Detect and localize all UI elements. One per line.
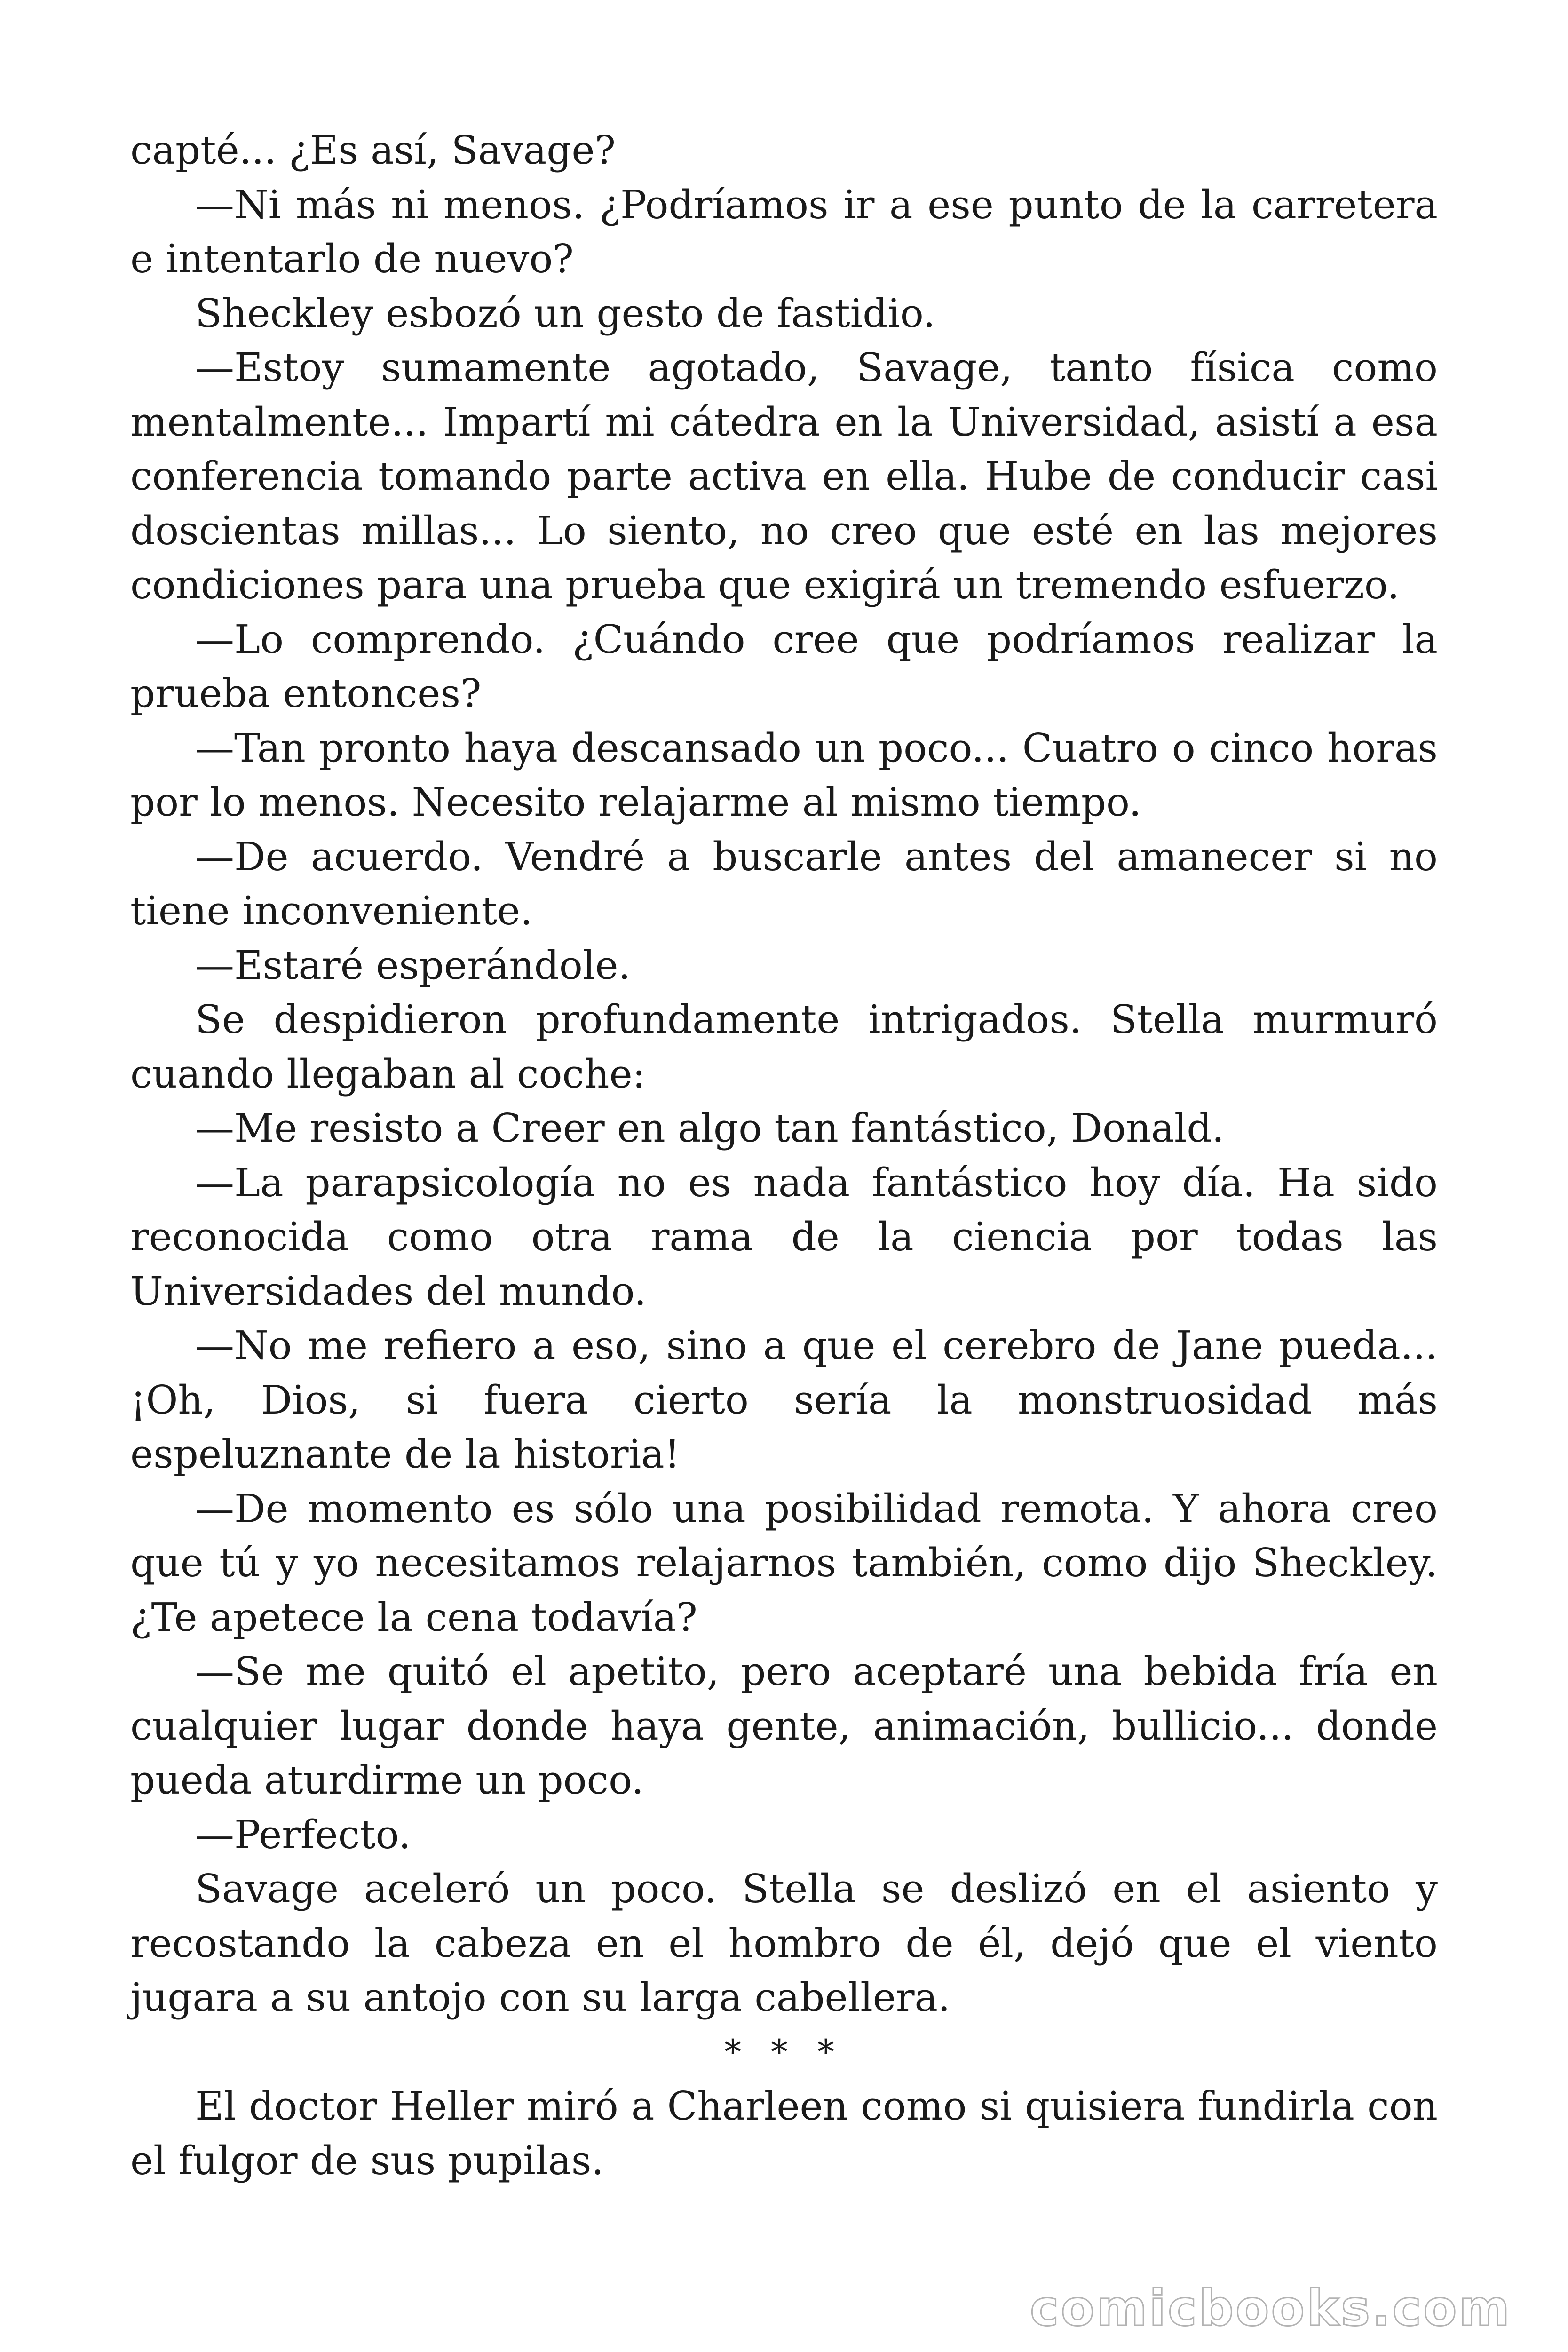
paragraph-14: —Se me quitó el apetito, pero aceptaré una bebida fría en cualquier lugar donde haya gente, animación, bullicio... donde pueda aturdirme un poco. xyxy=(130,1649,1438,1803)
paragraph-1: capté... ¿Es así, Savage? xyxy=(130,127,616,173)
paragraph-5: —Lo comprendo. ¿Cuándo cree que podríamos realizar la prueba entonces? xyxy=(130,616,1438,716)
paragraph-13: —De momento es sólo una posibilidad remota. Y ahora creo que tú y yo necesitamos relajarnos también, como dijo Sheckley. ¿Te apetece la cena todavía? xyxy=(130,1486,1438,1640)
closing-paragraph: El doctor Heller miró a Charleen como si quisiera fundirla con el fulgor de sus pupilas. xyxy=(130,2083,1438,2184)
paragraph-8: —Estaré esperándole. xyxy=(195,942,631,988)
watermark-logo: comicbooks.com xyxy=(1029,2280,1512,2337)
paragraph-7: —De acuerdo. Vendré a buscarle antes del amanecer si no tiene inconveniente. xyxy=(130,834,1438,934)
paragraph-3: Sheckley esbozó un gesto de fastidio. xyxy=(195,290,935,336)
paragraph-4: —Estoy sumamente agotado, Savage, tanto física como mentalmente... Impartí mi cátedra en la Universidad, asistí a esa conferencia tomando parte activa en ella. Hube de conducir casi doscientas millas... Lo siento, no creo que esté en las mejores condiciones para una prueba que exigirá un tremendo esfuerzo. xyxy=(130,345,1438,608)
paragraph-16: Savage aceleró un poco. Stella se deslizó en el asiento y recostando la cabeza en el hombro de él, dejó que el viento jugara a su antojo con su larga cabellera. xyxy=(130,1866,1438,2020)
paragraph-6: —Tan pronto haya descansado un poco... Cuatro o cinco horas por lo menos. Necesito relajarme al mismo tiempo. xyxy=(130,725,1438,825)
paragraph-10: —Me resisto a Creer en algo tan fantástico, Donald. xyxy=(195,1105,1224,1151)
scene-separator: * * * xyxy=(724,2032,844,2072)
paragraph-9: Se despidieron profundamente intrigados. Stella murmuró cuando llegaban al coche: xyxy=(130,997,1438,1097)
page-body xyxy=(130,123,1438,2188)
paragraph-11: —La parapsicología no es nada fantástico hoy día. Ha sido reconocida como otra rama de la ciencia por todas las Universidades del mundo. xyxy=(130,1160,1438,1314)
paragraph-2: —Ni más ni menos. ¿Podríamos ir a ese punto de la carretera e intentarlo de nuevo? xyxy=(130,182,1438,282)
paragraph-15: —Perfecto. xyxy=(195,1812,411,1858)
paragraph-12: —No me refiero a eso, sino a que el cerebro de Jane pueda... ¡Oh, Dios, si fuera cierto sería la monstruosidad más espeluznante de la historia! xyxy=(130,1323,1438,1477)
